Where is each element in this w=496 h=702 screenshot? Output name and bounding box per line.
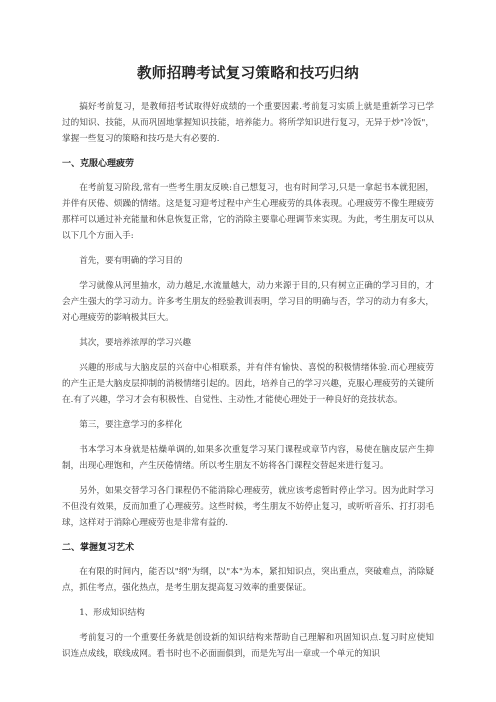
section1-paragraph-3: 兴趣的形成与大脑皮层的兴奋中心相联系，并有伴有愉快、喜悦的积极情绪体验.而心理疲劳的产生正是大脑皮层抑制的消极情绪引起的。因此，培养自己的学习兴趣，克服心理疲劳的关键所在.有了兴趣，学习才会有积极性、自觉性、主动性,才能使心理处于一种良好的竞技状态。 [62,363,434,405]
section1-paragraph-2: 学习就像从河里抽水，动力越足,水流量越大，动力来源于目的,只有树立正确的学习目的，才会产生强大的学习动力。许多考生朋友的经验教训表明，学习目的明确与否，学习的动力有多大，对心理疲劳的影响极其巨大。 [62,281,434,323]
section2-paragraph-1: 在有限的时间内，能否以"纲"为纲，以"本"为本，紧扣知识点，突出重点，突破难点，消除疑点，抓住考点，强化热点，是考生朋友提高复习效率的重要保证。 [62,567,434,593]
section1-paragraph-4: 书本学习本身就是枯燥单调的,如果多次重复学习某门课程或章节内容，易使在脑皮层产生抑制，出现心理饱和，产生厌倦情绪。所以考生朋友不妨将各门课程交替起来进行复习。 [62,445,434,471]
section1-subheading-3: 第三，要注意学习的多样化 [79,420,183,430]
section1-subheading-2: 其次，要培养浓厚的学习兴趣 [79,338,191,348]
section2-subheading-1: 1、形成知识结构 [79,608,145,618]
intro-paragraph: 搞好考前复习，是教师招考试取得好成绩的一个重要因素.考前复习实质上就是重新学习已学过的知识、技能，从而巩固地掌握知识技能，培养能力。将所学知识进行复习，无异于炒"冷饭"，掌握一些复习的策略和技巧是大有必要的. [62,102,434,144]
section1-paragraph-1: 在考前复习阶段,常有一些考生朋友反映:自己想复习，也有时间学习,只是一拿起书本就犯困，并伴有厌倦、烦躁的情绪。这是复习迎考过程中产生心理疲劳的具体表现。心理疲劳不像生理疲劳那样可以通过补充能量和休息恢复正常，它的消除主要靠心理调节来实现。为此，考生朋友可以从以下几个方面入手: [62,183,434,241]
section1-paragraph-5: 另外，如果交替学习各门课程仍不能消除心理疲劳，就应该考虑暂时停止学习。因为此时学习不但没有效果，反而加重了心理疲劳。这些时候，考生朋友不妨停止复习，或听听音乐、打打羽毛球，这样对于消除心理疲劳也是非常有益的. [62,486,434,528]
section2-paragraph-2: 考前复习的一个重要任务就是创设新的知识结构来帮助自己理解和巩固知识点.复习时应使知识连点成线，联线成网。看书时也不必面面俱到，而是先写出一章或一个单元的知识 [62,633,434,659]
section-heading-2: 二、掌握复习艺术 [62,543,135,553]
page-title: 教师招聘考试复习策略和技巧归纳 [137,66,359,82]
section1-subheading-1: 首先，要有明确的学习目的 [79,256,183,266]
section-heading-1: 一、克服心理疲劳 [62,159,135,169]
